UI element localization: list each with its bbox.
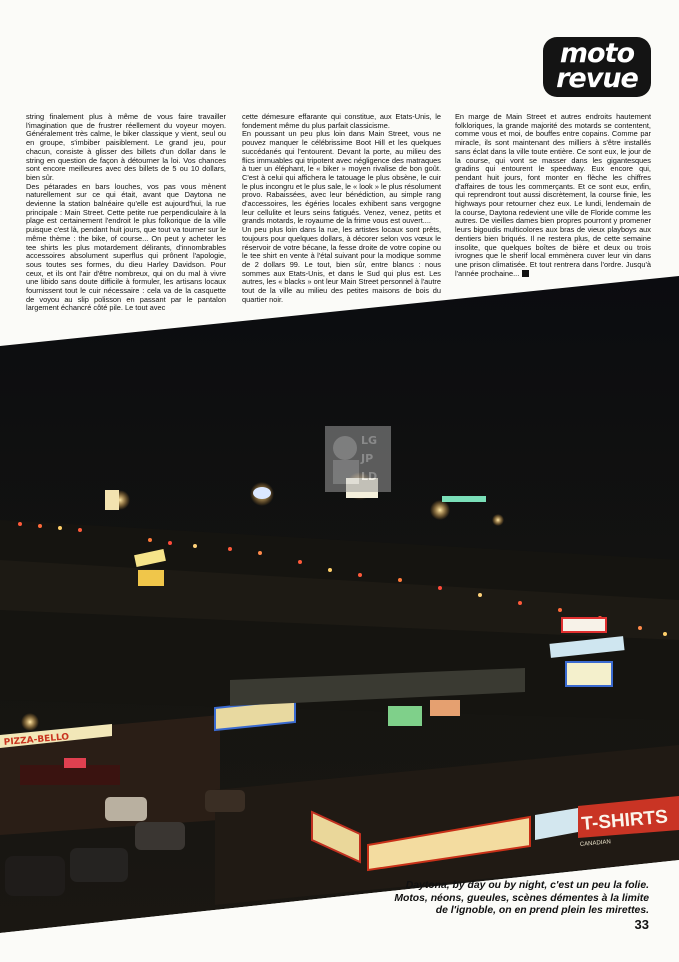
paragraph: Des pétarades en bars louches, vos pas vous mènent naturellement sur ce qui était, avant que Daytona ne devienne la station balnéaire qu'elle est aujourd'hui, la rue principale : Main Street. Cette petite rue perpendiculaire à la plage est certainement l'endroit le plus folkorique de la ville puisque c'est là, pendant huit jours, que tout va tourner sur le même thème : the bike, of course... On peut y acheter les tee shirts les plus motardement délirants, d'innombrables accessoires absolument superflus qui prônent l'apologie, sous toutes ses formes, du dieu Harley Davidson. Pour ceux, et ils ont l'air d'être nombreux, qui on du mal à vivre une libido sans doute difficile à formuler, les artisans locaux fournissent tout le cuir nécessaire : cela va de la casquette de voyou au slip polisson en passant par le pantalon largement échancré côté pile. Le tout avec <box>26 181 226 313</box>
pizza-sign-text: PIZZA-BELLO <box>3 732 70 748</box>
sign-light <box>442 496 486 502</box>
paragraph: string finalement plus à même de vous faire travailler l'imagination que de frustrer réellement du voyeur moyen. Généralement très calme, le biker classique y vient, seul ou en groupe, s'imbiber paisiblement. Le grand jeu, pour chacun, consiste à glisser des billets d'un dollar dans le string en question de façon à détourner la loi. Vos chances sont encore meilleures avec des billets de 5 ou 10 dollars, bien sûr. <box>26 112 226 182</box>
caption-line: Daytona, by day ou by night, c'est un peu la folie. <box>405 880 649 891</box>
paragraph-text: En marge de Main Street et autres endroits hautement folkloriques, la grande majorité des motards se contentent, comme vous et moi, de bouffes entre copains. Comme par miracle, ils sont maintenant des milliers à s'être installés sans éclat dans la ville toute entière. Ce sont eux, le jour de la course, qui vont se masser dans les gigantesques gradins qui entourent le speedway. Eux encore qui, pendant huit jours, font monter en flèche les chiffres d'affaires de tous les commerçants. Et ce sont eux, enfin, qui reprendront tout aussi discrètement, la course finie, les highways pour retourner chez eux. Le lundi, lendemain de la course, Daytona redevient une ville de Floride comme les autres. De vieilles dames bien propres pourront y promener leurs bigoudis multicolores aux bras de vieux playboys aux dentiers bien briqués. Il ne restera plus, de cette semaine insolite, que quelques boîtes de bière et deux ou trois ivrognes que le sherif local emmènera cuver leur vin dans une prison climatisée. Et tout rentrera dans l'ordre. Jusqu'à l'année prochaine... <box>455 112 651 278</box>
neon <box>64 758 86 768</box>
sign-light <box>566 662 612 686</box>
caption-line: Motos, néons, gueules, scènes démentes à la limite <box>394 892 649 904</box>
lit-window <box>388 706 422 726</box>
watermark-line: LG <box>361 434 378 447</box>
sign-light <box>138 570 164 586</box>
sign-light <box>105 490 119 510</box>
sign-light <box>253 487 271 499</box>
watermark-stamp <box>325 426 391 492</box>
logo-line-1: moto <box>559 38 635 69</box>
sign-light <box>562 618 606 632</box>
caption-line: de l'ignoble, on en prend plein les mirettes. <box>435 905 649 916</box>
lit-window <box>430 700 460 716</box>
photo-caption <box>319 880 649 918</box>
canadian-sign-text: CANADIAN <box>579 839 612 848</box>
watermark-line: LD <box>361 470 378 483</box>
logo-line-2: revue <box>556 63 638 94</box>
watermark-icon <box>325 426 391 492</box>
paragraph: En poussant un peu plus loin dans Main Street, vous ne pouvez manquer le célébrissime Boot Hill et les quelques succédanés qui l'entourent. Devant la porte, au milieu des flics immuables qui tripotent avec négligence des matraques à tuer un éléphant, le « biker » moyen rivalise de bon goût. C'est à celui qui affichera le tatouage le plus obsène, le cuir le plus incongru et le plus sale, le « look » le plus résolument provo. Rabaissées, avec leur bénédiction, au simple rang d'accessoires, les égéries locales exhibent sans vergogne leur cellulite et leurs seins fatigués. Venez, venez, petits et grands motards, le royaume de la frime vous est ouvert.... <box>242 129 441 226</box>
tshirts-sign-text: T-SHIRTS <box>580 806 669 835</box>
page-number: 33 <box>634 917 649 932</box>
watermark-line: JP <box>361 452 374 465</box>
paragraph: Un peu plus loin dans la rue, les artistes locaux sont prêts, toujours pour quelques dollars, à décorer selon vos vœux le réservoir de votre bécane, la fesse droite de votre copine ou le tee shirt en vente à l'étal suivant pour la modique somme de 2 dollars 99. Le tout, bien sûr, entre blancs : nous sommes aux Etats-Unis, et dans le Sud qui plus est. Les autres, les « blacks » ont leur Main Street personnel à l'autre tout de la ville au milieu des petites maisons de bois du quartier noir. <box>242 225 441 304</box>
paragraph: cette démesure effarante qui constitue, aux Etats-Unis, le fondement même du plus parfait classicisme. <box>242 112 441 130</box>
